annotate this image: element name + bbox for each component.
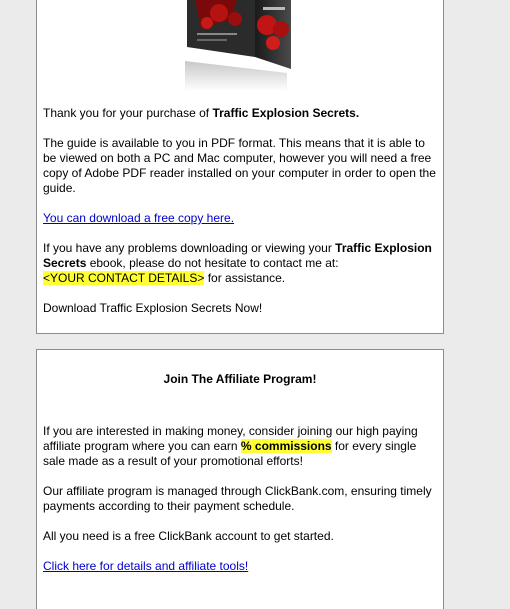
affiliate-details-link[interactable]: Click here for details and affiliate tools! xyxy=(43,559,249,573)
problems-prefix: If you have any problems downloading or viewing your xyxy=(43,241,336,255)
affiliate-heading-text: Join The Affiliate Program! xyxy=(163,372,317,386)
account-text: All you need is a free ClickBank account to get started. xyxy=(43,529,334,543)
thank-you-line xyxy=(43,106,437,121)
contact-placeholder: <YOUR CONTACT DETAILS> xyxy=(43,271,205,285)
product-name: Traffic Explosion Secrets. xyxy=(212,106,360,120)
purchase-panel xyxy=(36,0,444,334)
commission-highlight: % commissions xyxy=(240,439,332,453)
affiliate-heading xyxy=(43,372,437,387)
guide-text: The guide is available to you in PDF format. This means that it is able to be viewed on both a PC and Mac computer, however you will need a free copy of Adobe PDF reader installed on your computer in order to open the guide. xyxy=(43,136,436,195)
download-now-text: Download Traffic Explosion Secrets Now! xyxy=(43,301,263,315)
problems-mid: ebook, please do not hesitate to contact me at: xyxy=(86,256,339,270)
problems-product: Traffic Explosion Secrets xyxy=(43,241,432,270)
clickbank-text: Our affiliate program is managed through ClickBank.com, ensuring timely payments according to their payment schedule. xyxy=(43,484,432,513)
affiliate-intro-prefix: If you are interested in making money, consider joining our high paying affiliate program where you can earn xyxy=(43,424,418,453)
affiliate-intro-suffix: for every single sale made as a result of your promotional efforts! xyxy=(43,439,417,468)
problems-suffix: for assistance. xyxy=(204,271,286,285)
product-box-image xyxy=(177,0,303,91)
affiliate-panel xyxy=(36,349,444,609)
adobe-download-link[interactable]: You can download a free copy here. xyxy=(43,211,235,225)
affiliate-intro xyxy=(43,424,437,469)
thank-you-prefix: Thank you for your purchase of xyxy=(43,106,213,120)
problems-text xyxy=(43,241,437,286)
